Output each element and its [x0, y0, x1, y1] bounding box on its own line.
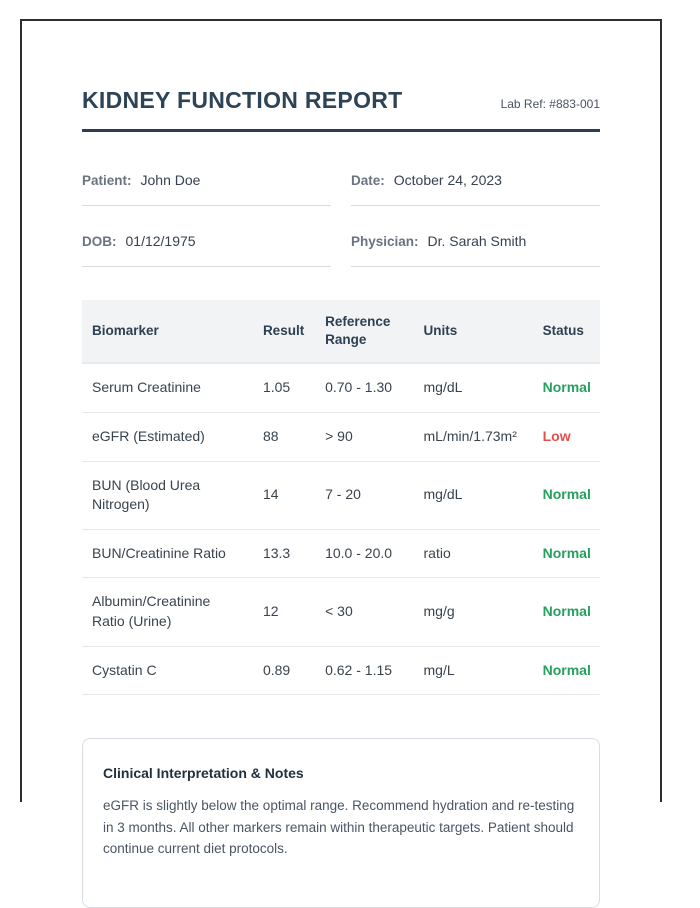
- field-value: October 24, 2023: [393, 172, 502, 188]
- result-cell: 12: [253, 578, 315, 646]
- field-label: DOB:: [82, 234, 117, 249]
- biomarker-cell: BUN (Blood Urea Nitrogen): [82, 461, 253, 529]
- table-row: [82, 413, 600, 462]
- table-row: [82, 461, 600, 529]
- status-badge: Low: [533, 413, 600, 462]
- notes-title: Clinical Interpretation & Notes: [103, 765, 304, 782]
- result-cell: 1.05: [253, 363, 315, 412]
- report-page: [20, 19, 662, 856]
- reference-range-cell: < 30: [315, 578, 413, 646]
- field-label: Patient:: [82, 173, 132, 188]
- table-row: [82, 529, 600, 578]
- results-table: [82, 300, 600, 695]
- field-label: Physician:: [351, 234, 419, 249]
- patient-field: [82, 172, 331, 206]
- field-value: 01/12/1975: [125, 233, 196, 249]
- units-cell: mg/dL: [414, 363, 533, 412]
- report-header: [82, 87, 600, 132]
- result-cell: 0.89: [253, 646, 315, 695]
- table-row: [82, 646, 600, 695]
- status-badge: Normal: [533, 529, 600, 578]
- biomarker-cell: BUN/Creatinine Ratio: [82, 529, 253, 578]
- page-title: KIDNEY FUNCTION REPORT: [82, 87, 403, 113]
- dob-field: [82, 233, 331, 267]
- table-row: [82, 578, 600, 646]
- biomarker-cell: Albumin/Creatinine Ratio (Urine): [82, 578, 253, 646]
- reference-range-cell: 0.70 - 1.30: [315, 363, 413, 412]
- field-label: Date:: [351, 173, 385, 188]
- reference-range-cell: 7 - 20: [315, 461, 413, 529]
- status-badge: Normal: [533, 578, 600, 646]
- units-cell: mg/L: [414, 646, 533, 695]
- result-cell: 14: [253, 461, 315, 529]
- header-biomarker: Biomarker: [82, 300, 253, 363]
- biomarker-cell: Cystatin C: [82, 646, 253, 695]
- biomarker-cell: Serum Creatinine: [82, 363, 253, 412]
- field-value: John Doe: [140, 172, 201, 188]
- date-field: [351, 172, 600, 206]
- header-reference-range: Reference Range: [315, 300, 413, 363]
- patient-info-section: [82, 172, 600, 267]
- reference-range-cell: 0.62 - 1.15: [315, 646, 413, 695]
- status-badge: Normal: [533, 461, 600, 529]
- header-result: Result: [253, 300, 315, 363]
- result-cell: 88: [253, 413, 315, 462]
- notes-body: eGFR is slightly below the optimal range. Recommend hydration and re-testing in 3 months. All other markers remain within therapeutic targets. Patient should continue current diet protocols.: [103, 798, 575, 856]
- result-cell: 13.3: [253, 529, 315, 578]
- reference-range-cell: > 90: [315, 413, 413, 462]
- units-cell: mg/g: [414, 578, 533, 646]
- reference-range-cell: 10.0 - 20.0: [315, 529, 413, 578]
- units-cell: mg/dL: [414, 461, 533, 529]
- header-units: Units: [414, 300, 533, 363]
- header-status: Status: [533, 300, 600, 363]
- status-badge: Normal: [533, 646, 600, 695]
- units-cell: ratio: [414, 529, 533, 578]
- physician-field: [351, 233, 600, 267]
- lab-ref: Lab Ref: #883-001: [500, 97, 600, 111]
- units-cell: mL/min/1.73m²: [414, 413, 533, 462]
- table-header-row: [82, 300, 600, 363]
- status-badge: Normal: [533, 363, 600, 412]
- biomarker-cell: eGFR (Estimated): [82, 413, 253, 462]
- clinical-notes-box: [82, 738, 600, 908]
- table-row: [82, 363, 600, 412]
- field-value: Dr. Sarah Smith: [427, 233, 527, 249]
